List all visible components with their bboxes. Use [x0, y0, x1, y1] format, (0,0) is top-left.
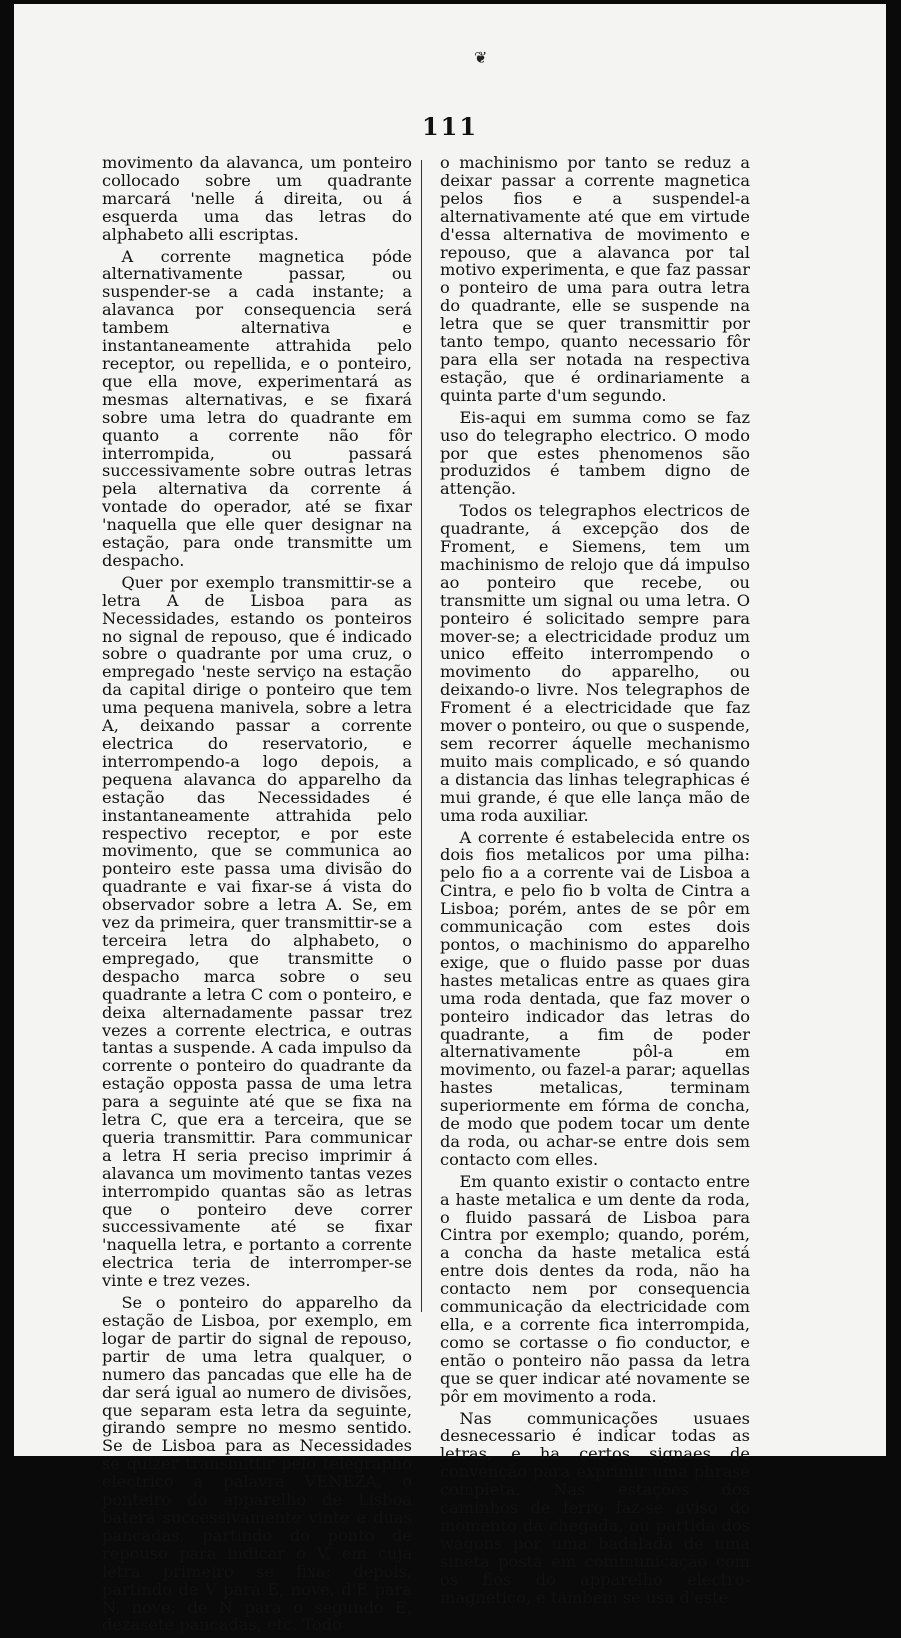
- right-paragraph-3: Todos os telegraphos electricos de quadrante, á excepção dos de Froment, e Siemens, tem um machinismo de relojo que dá impulso ao ponteiro que recebe, ou transmitte um signal ou uma letra. O ponteiro é solicitado sempre para mover-se; a electricidade produz um unico effeito interrompendo o movimento do apparelho, ou deixando-o livre. Nos telegraphos de Froment é a electricidade que faz mover o ponteiro, ou que o suspende, sem recorrer áquelle mechanismo muito mais complicado, e só quando a distancia das linhas telegraphicas é mui grande, é que elle lança mão de uma roda auxiliar.: [440, 501, 750, 825]
- left-paragraph-1: movimento da alavanca, um ponteiro collocado sobre um quadrante marcará 'nelle á direita, ou á esquerda uma das letras do alphabeto alli escriptas.: [102, 153, 412, 244]
- right-paragraph-4: A corrente é estabelecida entre os dois fios metalicos por uma pilha: pelo fio a a corrente vai de Lisboa a Cintra, e pelo fio b volta de Cintra a Lisboa; porém, antes de se pôr em communicação com estes dois pontos, o machinismo do apparelho exige, que o fluido passe por duas hastes metalicas entre as quaes gira uma roda dentada, que faz mover o ponteiro indicador das letras do quadrante, a fim de poder alternativamente pôl-a em movimento, ou fazel-a parar; aquellas hastes metalicas, terminam superiormente em fórma de concha, de modo que podem tocar um dente da roda, ou achar-se entre dois sem contacto com elles.: [440, 827, 750, 1169]
- right-column: [440, 154, 750, 1611]
- right-paragraph-5: Em quanto existir o contacto entre a haste metalica e um dente da roda, o fluido passará de Lisboa para Cintra por exemplo; quando, porém, a concha da haste metalica está entre dois dentes da roda, não ha contacto nem por consequencia communicação da electricidade com ella, e a corrente fica interrompida, como se cortasse o fio conductor, e então o ponteiro não passa da letra que se quer indicar até novamente se pôr em movimento a roda.: [440, 1171, 750, 1406]
- left-paragraph-3: Quer por exemplo transmittir-se a letra A de Lisboa para as Necessidades, estando os ponteiros no signal de repouso, que é indicado sobre o quadrante por uma cruz, o empregado 'neste serviço na estação da capital dirige o ponteiro que tem uma pequena manivela, sobre a letra A, deixando passar a corrente electrica do reservatorio, e interrompendo-a logo depois, a pequena alavanca do apparelho da estação das Necessidades é instantaneamente attrahida pelo respectivo receptor, e por este movimento, que se communica ao ponteiro este passa uma divisão do quadrante e vai fixar-se á vista do observador sobre a letra A. Se, em vez da primeira, quer transmittir-se a terceira letra do alphabeto, o empregado, que transmitte o despacho marca sobre o seu quadrante a letra C com o ponteiro, e deixa alternadamente passar trez vezes a corrente electrica, e outras tantas a suspende. A cada impulso da corrente o ponteiro do quadrante da estação opposta passa de uma letra para a seguinte até que se fixa na letra C, que era a terceira, que se queria transmittir. Para communicar a letra H seria preciso imprimir á alavanca um movimento tantas vezes interrompido quantas são as letras que o ponteiro deve correr successivamente até se fixar 'naquella letra, e portanto a corrente electrica teria de interromper-se vinte e trez vezes.: [102, 572, 412, 1291]
- left-paragraph-2: A corrente magnetica póde alternativamente passar, ou suspender-se a cada instante; a alavanca por consequencia será tambem alternativa e instantaneamente attrahida pelo receptor, ou repellida, e o ponteiro, que ella move, experimentará as mesmas alternativas, e se fixará sobre uma letra do quadrante em quanto a corrente não fôr interrompida, ou passará successivamente sobre outras letras pela alternativa da corrente á vontade do operador, até se fixar 'naquella que elle quer designar na estação, para onde transmitte um despacho.: [102, 246, 412, 570]
- right-paragraph-6: Nas communicações usuaes desnecessario é indicar todas as letras, e ha certos signaes de convenção para exprimir uma phrase completa. Nas estações dos caminhos de ferro faz-se aviso do momento da chegada, ou partida dos wagons por uma badalada de uma sineta posta em communicação com os fios do apparelho electro-magnetico, e tambem se usa d'este: [440, 1408, 750, 1607]
- book-page: [14, 4, 886, 1635]
- page-number: 111: [421, 112, 479, 141]
- left-column: [102, 154, 412, 1638]
- printer-mark: ❦: [474, 48, 488, 67]
- left-paragraph-4: Se o ponteiro do apparelho da estação de Lisboa, por exemplo, em logar de partir do signal de repouso, partir de uma letra qualquer, o numero das pancadas que elle ha de dar será igual ao numero de divisões, que separam esta letra da seguinte, girando sempre no mesmo sentido. Se de Lisboa para as Necessidades se quizer transmittir pelo telegrapho electrico a palavra VENEZA, o ponteiro do apparelho de Lisboa baterá successivamente vinte e duas pancadas, partindo do ponto de repouso para indicar o V, em cuja letra primeiro se fixa; depois, partindo de V para E, nove, d'E para N, nove; de N para o segundo E, dezasete pancadas, etc. Todo: [102, 1293, 412, 1635]
- column-divider: [421, 160, 422, 1312]
- right-paragraph-2: Eis-aqui em summa como se faz uso do telegrapho electrico. O modo por que estes phenomenos são produzidos é tambem digno de attenção.: [440, 407, 750, 499]
- right-paragraph-1: o machinismo por tanto se reduz a deixar passar a corrente magnetica pelos fios e a suspendel-a alternativamente até que em virtude d'essa alternativa de movimento e repouso, que a alavanca por tal motivo experimenta, e que faz passar o ponteiro de uma para outra letra do quadrante, elle se suspende na letra que se quer transmittir por tanto tempo, quanto necessario fôr para ella ser notada na respectiva estação, que é ordinariamente a quinta parte d'um segundo.: [440, 153, 750, 405]
